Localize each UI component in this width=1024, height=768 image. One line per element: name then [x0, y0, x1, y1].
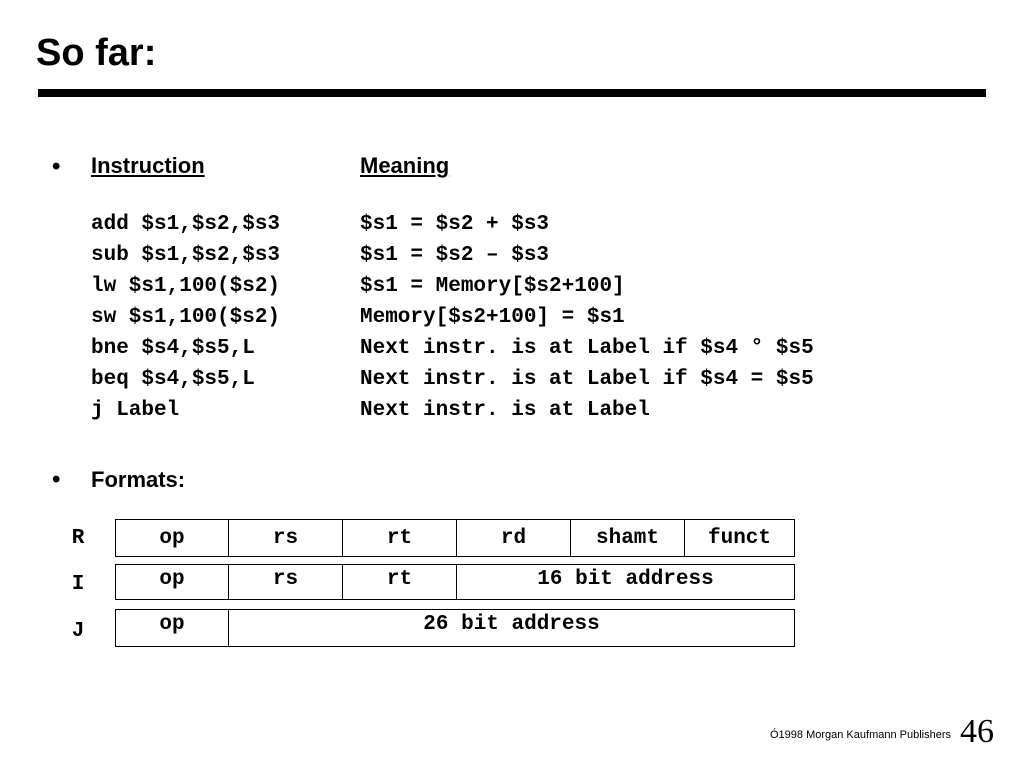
instruction-row: [91, 272, 625, 302]
format-label-i: I: [71, 573, 85, 596]
format-field: rt: [343, 520, 457, 556]
format-field: rt: [343, 565, 457, 599]
format-field: rs: [229, 565, 343, 599]
meaning-text: Next instr. is at Label if $s4 ° $s5: [360, 337, 814, 360]
meaning-text: $s1 = Memory[$s2+100]: [360, 275, 625, 298]
meaning-text: $s1 = $s2 + $s3: [360, 213, 550, 236]
instruction-header: Instruction: [91, 153, 205, 178]
format-field: op: [116, 565, 229, 599]
instruction-text: j Label: [91, 399, 180, 422]
instruction-text: beq $s4,$s5,L: [91, 368, 255, 391]
instruction-row: [91, 210, 550, 240]
instruction-text: add $s1,$s2,$s3: [91, 213, 281, 236]
format-label-j: J: [71, 620, 85, 643]
format-field: funct: [707, 527, 771, 550]
format-field: op: [116, 610, 229, 646]
instruction-text: sw $s1,100($s2): [91, 306, 281, 329]
instruction-text: lw $s1,100($s2): [91, 275, 281, 298]
bullet-instruction: •: [52, 153, 61, 180]
format-field: rs: [229, 520, 343, 556]
meaning-text: Next instr. is at Label if $s4 = $s5: [360, 368, 814, 391]
instruction-row: [91, 365, 814, 395]
instruction-row: [91, 303, 625, 333]
bullet-formats: •: [52, 466, 61, 493]
instruction-text: sub $s1,$s2,$s3: [91, 244, 281, 267]
slide-title: So far:: [36, 32, 157, 74]
instruction-text: bne $s4,$s5,L: [91, 337, 255, 360]
format-field: 16 bit address: [537, 568, 714, 591]
format-field: rd: [457, 520, 571, 556]
meaning-text: Memory[$s2+100] = $s1: [360, 306, 625, 329]
meaning-text: Next instr. is at Label: [360, 399, 650, 422]
meaning-text: $s1 = $s2 – $s3: [360, 244, 550, 267]
format-box-j: [115, 609, 795, 647]
meaning-header: Meaning: [360, 153, 450, 178]
format-field: op: [116, 520, 229, 556]
format-label-r: R: [71, 527, 85, 550]
page-number: 46: [960, 713, 994, 750]
format-field: 26 bit address: [423, 613, 600, 636]
title-rule: [38, 89, 986, 97]
copyright-text: Ó1998 Morgan Kaufmann Publishers: [770, 729, 951, 741]
format-box-r: [115, 519, 795, 557]
instruction-row: [91, 396, 650, 426]
format-box-i: [115, 564, 795, 600]
instruction-row: [91, 241, 550, 271]
formats-label: Formats:: [91, 467, 186, 492]
instruction-row: [91, 334, 814, 364]
format-field: shamt: [571, 520, 685, 556]
